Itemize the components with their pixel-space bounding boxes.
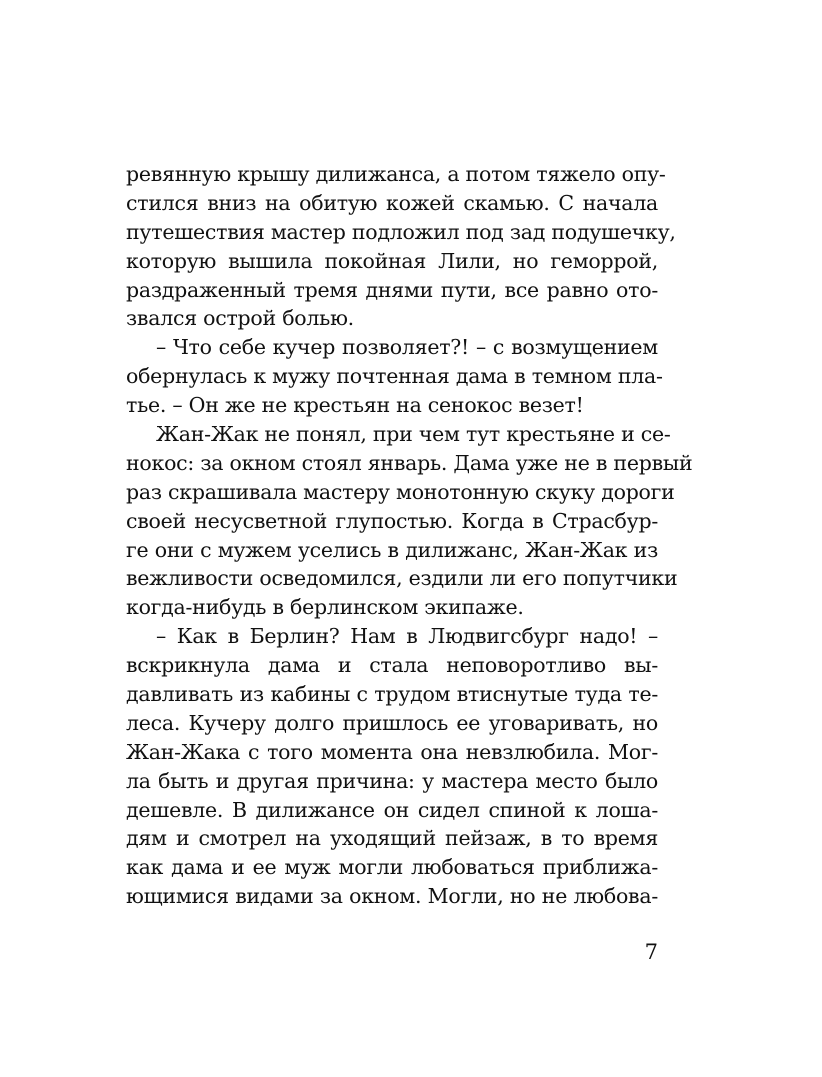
text-line: путешествия мастер подложил под зад подушечку, bbox=[126, 219, 676, 244]
page-number: 7 bbox=[644, 940, 658, 964]
text-line: дешевле. В дилижансе он сидел спиной к лоша- bbox=[126, 797, 658, 822]
text-line: – Что себе кучер позволяет?! – с возмущением bbox=[156, 335, 658, 360]
text-line: Жан-Жак не понял, при чем тут крестьяне и се- bbox=[156, 422, 671, 447]
text-line: давливать из кабины с трудом втиснутые туда те- bbox=[126, 682, 658, 707]
text-line: ге они с мужем уселись в дилижанс, Жан-Жак из bbox=[126, 537, 658, 562]
text-line: тье. – Он же не крестьян на сенокос везет! bbox=[126, 393, 584, 418]
text-line: когда-нибудь в берлинском экипаже. bbox=[126, 595, 524, 620]
body-text bbox=[126, 160, 693, 911]
text-line: стился вниз на обитую кожей скамью. С начала bbox=[126, 190, 658, 215]
text-line: вскрикнула дама и стала неповоротливо вы- bbox=[126, 653, 658, 678]
text-line: как дама и ее муж могли любоваться приближа- bbox=[126, 855, 658, 880]
text-line: обернулась к мужу почтенная дама в темном пла- bbox=[126, 364, 663, 389]
text-line: дям и смотрел на уходящий пейзаж, в то время bbox=[126, 826, 658, 851]
text-line: ла быть и другая причина: у мастера место было bbox=[126, 768, 658, 793]
text-line: леса. Кучеру долго пришлось ее уговаривать, но bbox=[126, 710, 658, 735]
text-line: ющимися видами за окном. Могли, но не любова- bbox=[126, 884, 658, 909]
text-line: своей несусветной глупостью. Когда в Страсбур- bbox=[126, 508, 658, 533]
text-line: раздраженный тремя днями пути, все равно ото- bbox=[126, 277, 658, 302]
text-line: раз скрашивала мастеру монотонную скуку дороги bbox=[126, 479, 675, 504]
text-line: звался острой болью. bbox=[126, 306, 354, 331]
text-line: – Как в Берлин? Нам в Людвигсбург надо! – bbox=[156, 624, 658, 649]
text-line: Жан-Жака с того момента она невзлюбила. Мог- bbox=[126, 739, 658, 764]
text-line: которую вышила покойная Лили, но геморрой, bbox=[126, 248, 658, 273]
text-line: нокос: за окном стоял январь. Дама уже не в первый bbox=[126, 450, 693, 475]
text-line: ревянную крышу дилижанса, а потом тяжело опу- bbox=[126, 162, 666, 186]
text-line: вежливости осведомился, ездили ли его попутчики bbox=[126, 566, 678, 591]
